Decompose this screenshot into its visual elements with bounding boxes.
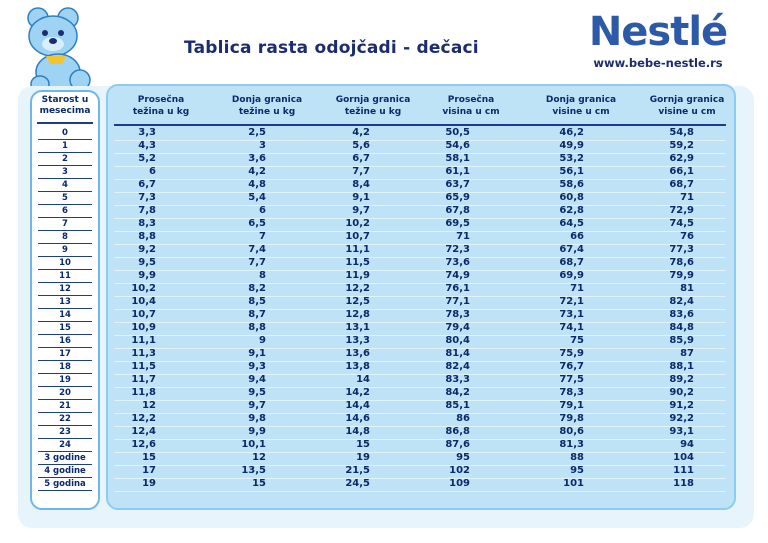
table-row — [0, 153, 768, 166]
value-cell: 76 — [680, 231, 694, 242]
value-cell: 5,4 — [248, 192, 266, 203]
age-cell: 5 godina — [36, 478, 94, 490]
table-row — [0, 361, 768, 374]
table-row — [0, 166, 768, 179]
value-cell: 11,5 — [131, 361, 156, 372]
age-cell: 23 — [36, 426, 94, 438]
value-cell: 80,4 — [445, 335, 470, 346]
value-cell: 8,7 — [248, 309, 266, 320]
value-cell: 66 — [570, 231, 584, 242]
value-cell: 62,8 — [559, 205, 584, 216]
brand-block — [578, 10, 738, 70]
value-cell: 69,5 — [445, 218, 470, 229]
value-cell: 73,6 — [445, 257, 470, 268]
value-cell: 68,7 — [669, 179, 694, 190]
value-cell: 66,1 — [669, 166, 694, 177]
age-cell: 1 — [36, 140, 94, 152]
value-cell: 65,9 — [445, 192, 470, 203]
value-cell: 83,3 — [445, 374, 470, 385]
value-cell: 72,1 — [559, 296, 584, 307]
table-row — [0, 257, 768, 270]
age-cell: 24 — [36, 439, 94, 451]
value-cell: 8,3 — [138, 218, 156, 229]
age-column-header: Starost u mesecima — [39, 95, 91, 116]
value-cell: 9,1 — [248, 348, 266, 359]
value-cell: 74,9 — [445, 270, 470, 281]
value-cell: 5,6 — [352, 140, 370, 151]
value-cell: 91,2 — [669, 400, 694, 411]
table-row — [0, 218, 768, 231]
value-cell: 15 — [356, 439, 370, 450]
value-cell: 79,1 — [559, 400, 584, 411]
value-cell: 74,1 — [559, 322, 584, 333]
value-cell: 24,5 — [345, 478, 370, 489]
value-cell: 10,9 — [131, 322, 156, 333]
age-cell: 5 — [36, 192, 94, 204]
table-row — [0, 283, 768, 296]
table-row — [0, 439, 768, 452]
value-cell: 6 — [259, 205, 266, 216]
value-cell: 6,7 — [352, 153, 370, 164]
value-cell: 10,7 — [345, 231, 370, 242]
column-header: Gornja granica težine u kg — [335, 95, 411, 117]
value-cell: 82,4 — [669, 296, 694, 307]
value-cell: 9,5 — [138, 257, 156, 268]
value-cell: 7,7 — [352, 166, 370, 177]
value-cell: 76,7 — [559, 361, 584, 372]
value-cell: 78,6 — [669, 257, 694, 268]
age-cell: 10 — [36, 257, 94, 269]
value-cell: 13,6 — [345, 348, 370, 359]
value-cell: 61,1 — [445, 166, 470, 177]
value-cell: 78,3 — [559, 387, 584, 398]
value-cell: 88 — [570, 452, 584, 463]
age-cell: 22 — [36, 413, 94, 425]
value-cell: 95 — [570, 465, 584, 476]
value-cell: 12,2 — [131, 413, 156, 424]
value-cell: 6,7 — [138, 179, 156, 190]
age-cell: 3 — [36, 166, 94, 178]
value-cell: 67,8 — [445, 205, 470, 216]
table-row — [0, 244, 768, 257]
value-cell: 64,5 — [559, 218, 584, 229]
value-cell: 50,5 — [445, 127, 470, 138]
value-cell: 86 — [456, 413, 470, 424]
age-cell: 14 — [36, 309, 94, 321]
bear-mascot-icon — [18, 4, 96, 96]
value-cell: 77,1 — [445, 296, 470, 307]
table-row — [0, 478, 768, 491]
value-cell: 85,1 — [445, 400, 470, 411]
value-cell: 11,9 — [345, 270, 370, 281]
value-cell: 87,6 — [445, 439, 470, 450]
value-cell: 9 — [259, 335, 266, 346]
value-cell: 53,2 — [559, 153, 584, 164]
age-cell: 18 — [36, 361, 94, 373]
age-cell: 11 — [36, 270, 94, 282]
table-row — [0, 270, 768, 283]
value-cell: 76,1 — [445, 283, 470, 294]
value-cell: 5,2 — [138, 153, 156, 164]
brand-url[interactable]: www.bebe-nestle.rs — [593, 56, 723, 70]
value-cell: 13,8 — [345, 361, 370, 372]
age-cell: 0 — [36, 127, 94, 139]
age-cell: 21 — [36, 400, 94, 412]
value-cell: 90,2 — [669, 387, 694, 398]
value-cell: 3 — [259, 140, 266, 151]
column-header: Donja granica težine u kg — [231, 95, 303, 117]
age-cell: 15 — [36, 322, 94, 334]
value-cell: 58,1 — [445, 153, 470, 164]
table-row — [0, 140, 768, 153]
age-cell: 9 — [36, 244, 94, 256]
value-cell: 62,9 — [669, 153, 694, 164]
value-cell: 14,8 — [345, 426, 370, 437]
value-cell: 102 — [449, 465, 470, 476]
value-cell: 56,1 — [559, 166, 584, 177]
value-cell: 59,2 — [669, 140, 694, 151]
table-row — [0, 413, 768, 426]
value-cell: 82,4 — [445, 361, 470, 372]
value-cell: 7,4 — [248, 244, 266, 255]
value-cell: 4,8 — [248, 179, 266, 190]
value-cell: 13,3 — [345, 335, 370, 346]
table-row — [0, 205, 768, 218]
table-row — [0, 192, 768, 205]
value-cell: 86,8 — [445, 426, 470, 437]
value-cell: 7,8 — [138, 205, 156, 216]
table-row — [0, 465, 768, 478]
column-header: Prosečna težina u kg — [132, 95, 190, 117]
value-cell: 8,4 — [352, 179, 370, 190]
value-cell: 71 — [456, 231, 470, 242]
value-cell: 3,6 — [248, 153, 266, 164]
table-row — [0, 179, 768, 192]
table-row — [0, 387, 768, 400]
value-cell: 14,2 — [345, 387, 370, 398]
value-cell: 6 — [149, 166, 156, 177]
value-cell: 19 — [356, 452, 370, 463]
table-row — [0, 335, 768, 348]
value-cell: 10,2 — [345, 218, 370, 229]
value-cell: 13,1 — [345, 322, 370, 333]
value-cell: 14,6 — [345, 413, 370, 424]
table-row — [0, 127, 768, 140]
table-row — [0, 400, 768, 413]
value-cell: 11,7 — [131, 374, 156, 385]
value-cell: 12 — [142, 400, 156, 411]
age-cell: 16 — [36, 335, 94, 347]
value-cell: 14 — [356, 374, 370, 385]
value-cell: 2,5 — [248, 127, 266, 138]
value-cell: 83,6 — [669, 309, 694, 320]
age-cell: 7 — [36, 218, 94, 230]
value-cell: 77,3 — [669, 244, 694, 255]
value-cell: 7,3 — [138, 192, 156, 203]
value-cell: 81,3 — [559, 439, 584, 450]
value-cell: 8,2 — [248, 283, 266, 294]
value-cell: 15 — [252, 478, 266, 489]
value-cell: 95 — [456, 452, 470, 463]
value-cell: 118 — [673, 478, 694, 489]
value-cell: 69,9 — [559, 270, 584, 281]
table-row — [0, 296, 768, 309]
age-cell: 20 — [36, 387, 94, 399]
value-cell: 77,5 — [559, 374, 584, 385]
value-cell: 8,5 — [248, 296, 266, 307]
value-cell: 79,9 — [669, 270, 694, 281]
value-cell: 73,1 — [559, 309, 584, 320]
value-cell: 9,5 — [248, 387, 266, 398]
value-cell: 9,9 — [138, 270, 156, 281]
table-row — [0, 231, 768, 244]
value-cell: 80,6 — [559, 426, 584, 437]
value-cell: 9,7 — [352, 205, 370, 216]
value-cell: 72,3 — [445, 244, 470, 255]
value-cell: 111 — [673, 465, 694, 476]
value-cell: 4,2 — [352, 127, 370, 138]
value-cell: 101 — [563, 478, 584, 489]
value-cell: 89,2 — [669, 374, 694, 385]
value-cell: 94 — [680, 439, 694, 450]
value-cell: 68,7 — [559, 257, 584, 268]
value-cell: 71 — [680, 192, 694, 203]
value-cell: 12,8 — [345, 309, 370, 320]
value-cell: 8,8 — [248, 322, 266, 333]
value-cell: 8 — [259, 270, 266, 281]
value-cell: 12,2 — [345, 283, 370, 294]
age-cell: 2 — [36, 153, 94, 165]
age-cell: 4 godine — [36, 465, 94, 477]
value-cell: 84,2 — [445, 387, 470, 398]
value-cell: 104 — [673, 452, 694, 463]
value-cell: 9,4 — [248, 374, 266, 385]
column-header: Prosečna visina u cm — [442, 95, 500, 117]
column-header: Donja granica visine u cm — [545, 95, 617, 117]
value-cell: 21,5 — [345, 465, 370, 476]
age-cell: 17 — [36, 348, 94, 360]
age-cell: 8 — [36, 231, 94, 243]
value-cell: 81 — [680, 283, 694, 294]
value-cell: 17 — [142, 465, 156, 476]
value-cell: 93,1 — [669, 426, 694, 437]
value-cell: 10,4 — [131, 296, 156, 307]
table-row — [0, 322, 768, 335]
value-cell: 12,5 — [345, 296, 370, 307]
value-cell: 6,5 — [248, 218, 266, 229]
value-cell: 54,8 — [669, 127, 694, 138]
value-cell: 84,8 — [669, 322, 694, 333]
value-cell: 9,7 — [248, 400, 266, 411]
value-cell: 9,2 — [138, 244, 156, 255]
value-cell: 54,6 — [445, 140, 470, 151]
value-cell: 15 — [142, 452, 156, 463]
value-cell: 7 — [259, 231, 266, 242]
table-row — [0, 426, 768, 439]
value-cell: 10,1 — [241, 439, 266, 450]
value-cell: 81,4 — [445, 348, 470, 359]
value-cell: 79,8 — [559, 413, 584, 424]
value-cell: 88,1 — [669, 361, 694, 372]
value-cell: 11,1 — [345, 244, 370, 255]
age-cell: 19 — [36, 374, 94, 386]
age-cell: 3 godine — [36, 452, 94, 464]
table-row — [0, 374, 768, 387]
value-cell: 79,4 — [445, 322, 470, 333]
value-cell: 109 — [449, 478, 470, 489]
value-cell: 9,1 — [352, 192, 370, 203]
value-cell: 74,5 — [669, 218, 694, 229]
value-cell: 92,2 — [669, 413, 694, 424]
value-cell: 11,8 — [131, 387, 156, 398]
value-cell: 78,3 — [445, 309, 470, 320]
value-cell: 72,9 — [669, 205, 694, 216]
value-cell: 11,1 — [131, 335, 156, 346]
value-cell: 67,4 — [559, 244, 584, 255]
value-cell: 85,9 — [669, 335, 694, 346]
age-cell: 6 — [36, 205, 94, 217]
value-cell: 60,8 — [559, 192, 584, 203]
value-cell: 12,6 — [131, 439, 156, 450]
table-row — [0, 452, 768, 465]
value-cell: 9,3 — [248, 361, 266, 372]
value-cell: 71 — [570, 283, 584, 294]
column-header: Gornja granica visine u cm — [649, 95, 725, 117]
value-cell: 12,4 — [131, 426, 156, 437]
value-cell: 11,5 — [345, 257, 370, 268]
value-cell: 11,3 — [131, 348, 156, 359]
value-cell: 7,7 — [248, 257, 266, 268]
value-cell: 3,3 — [138, 127, 156, 138]
value-cell: 9,9 — [248, 426, 266, 437]
value-cell: 19 — [142, 478, 156, 489]
value-cell: 9,8 — [248, 413, 266, 424]
value-cell: 87 — [680, 348, 694, 359]
table-row — [0, 348, 768, 361]
age-cell: 13 — [36, 296, 94, 308]
age-cell: 4 — [36, 179, 94, 191]
value-cell: 63,7 — [445, 179, 470, 190]
value-cell: 12 — [252, 452, 266, 463]
age-cell: 12 — [36, 283, 94, 295]
value-cell: 75,9 — [559, 348, 584, 359]
value-cell: 4,2 — [248, 166, 266, 177]
value-cell: 49,9 — [559, 140, 584, 151]
value-cell: 14,4 — [345, 400, 370, 411]
brand-logo: Nestlé — [588, 9, 728, 55]
table-row — [0, 309, 768, 322]
value-cell: 13,5 — [241, 465, 266, 476]
value-cell: 75 — [570, 335, 584, 346]
value-cell: 46,2 — [559, 127, 584, 138]
value-cell: 10,2 — [131, 283, 156, 294]
value-cell: 8,8 — [138, 231, 156, 242]
value-cell: 10,7 — [131, 309, 156, 320]
value-cell: 4,3 — [138, 140, 156, 151]
page-title: Tablica rasta odojčadi - dečaci — [184, 38, 479, 58]
value-cell: 58,6 — [559, 179, 584, 190]
